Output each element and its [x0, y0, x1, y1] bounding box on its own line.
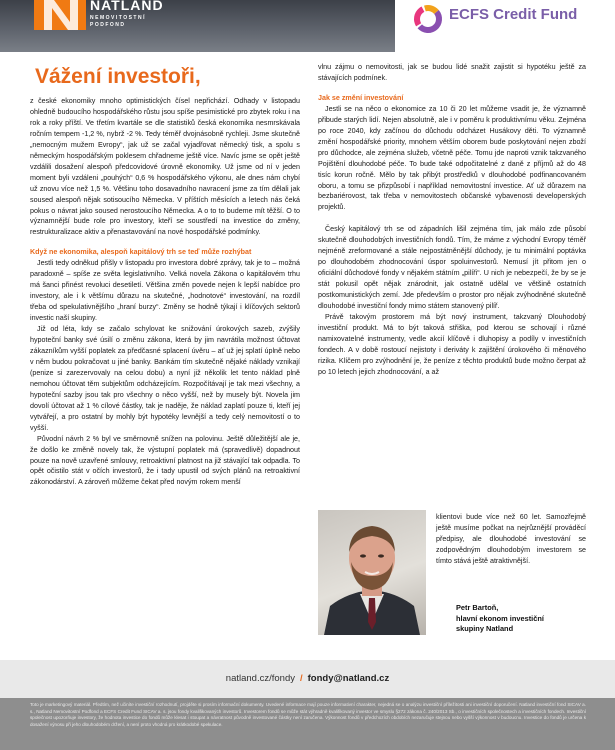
footer-links [0, 673, 615, 684]
ecfs-ring-logo-icon [413, 4, 443, 34]
author-caption [456, 603, 544, 635]
author-photo [318, 510, 426, 635]
natland-brand-name: NATLAND [90, 0, 164, 13]
paragraph-aging: Jestli se na něco o ekonomice za 10 či 20 let můžeme vsadit je, že významně přibude starých lidí. Nejen absolutně, ale i v poměru k produktivnímu věku. Zejména po roce 2040, kdy začínou do důchodu odcházet Husákovy děti. To významně změní hospodářské priority, mnohem větším oborem bude poskytování nejen zboží pro důchodce, ale zejména služeb, včetně péče. Tomu jde naproti vznik takzvaného Pojištění dlouhodobé péče. To bude také odpočitatelné z daně z příjmů až do 48 tisíc korun ročně. Mělo by tak přibýt prostředků v dlouhodobé podfinancovaném oboru, a tomu se přizpůsobí i například nemovitostní investice. Ať už důrazem na bezbariérovost, tak třeba v nemovitostech občanské vybavenosti developerských projektů. [318, 104, 586, 212]
article-right-column [318, 62, 586, 378]
disclaimer-text: Toto je marketingový materiál. Předtím, než učiníte investiční rozhodnutí, projděte si prosím informační dokumenty. Uvedené informace mají pouze informativní charakter, nejedná se o analýzu investiční příležitosti ani investiční doporučení. Natland investiční fond SICAV a. s., Natland Nemovitostní Podfond a ECFS Credit Fund SICAV a. s. jsou fondy kvalifikovaných investorů. Investorem fondů se může stát výhradně kvalifikovaný investor ve smyslu §272 zákona č. 240/2013 Sb., o investičních společnostech a investičních fondech. Investiční společnost upozorňuje investory, že hodnota investice do fondů může klesat i stoupat a návratnost původně investované částky není zaručena. Výkonnost fondů v předchozích obdobích nezaručuje stejnou nebo vyšší výkonnost v budoucnu. Investice do fondů je určena k dosažení výnosu při jeho dlouhodobém držení, a není proto vhodná pro krátkodobé spekulace. [30, 702, 586, 727]
article-headline: Vážení investoři, [35, 65, 201, 88]
author-title-line-1: hlavní ekonom investiční [456, 613, 544, 623]
subhead-investing-change: Jak se změní investování [318, 93, 404, 102]
article-left-column [30, 62, 300, 488]
author-title-line-2: skupiny Natland [456, 624, 514, 633]
footer-email-link[interactable]: fondy@natland.cz [307, 673, 390, 684]
footer-web-link[interactable]: natland.cz/fondy [225, 673, 295, 684]
footer-separator: / [299, 673, 303, 684]
ecfs-brand-name: ECFS Credit Fund [449, 6, 578, 23]
paragraph-ending: klientovi bude více než 60 let. Samozřejmě ještě musíme počkat na nejrůznější prováděcí předpisy, ale dlouhodobé investování se zodpovědným dlouhodobým investorem se tímto stává ještě atraktivnější. [436, 513, 586, 565]
intro-paragraph: z české ekonomiky mnoho optimistických čísel nepřichází. Odhady v listopadu ohledně budoucího hospodářského růstu jsou spíše pesimistické pro zbytek roku i na rok a roky příští. Ve třetím kvartále se dle statistiků česká ekonomika nesmrskávala ročním tempem -1,2 %, nybrž -2 %. Tedy téměř dvojnásobně rychleji. Jsme skutečně „nemocným mužem Evropy“, jak už se začal vyjadřovat německý tisk, a spolu s německým hospodářským poklesem chřadneme ještě více. Navíc jsme se opět ještě vzdálili dosažení alespoň předcovidové úrovně ekonomiky. Už jsme od ní v jeden moment byli vzdáleni „pouhých“ 0,6 % hospodářského výkonu, ale dnes nám chybí už znovu více než 1,5 %. Většinu toho dosavadního navracení jsme za tím dělali jak soused alespoň nějak sotisoucího Německa. V příštích měsících a letech nás čeká pokus o návrat jako soused nerostoucího Německa. A o to to budeme mít těžší. O to významnější bude role pro investory, kteří se soustředí na investice do změny, restrukturalizace aktiv a přenastavování na nové hospodářské podmínky. [30, 97, 300, 237]
author-name: Petr Bartoň, [456, 603, 499, 612]
header-banner [0, 0, 615, 52]
paragraph-mortgage-fees: Již od léta, kdy se začalo schylovat ke snižování úrokových sazeb, zvýšily hypoteční banky své úsilí o změnu zákona, která by jim navrátila možnost účtovat zákazníkům vyšší poplatek za předčasné splacení úvěru – ať už jej splatí úplně nebo v něm budou pokračovat u jiné banky. Bankám tím skutečně nějaké náklady vznikají (penize si zarezervovaly na celou dobu) a nyní již několik let tento náklad plně nemohou účtovat těm subjektům odcházejícím. Rozpočítávají je tak mezi všechny, a hypoteční sazby jsou tak pro všechny o něco vyšší, než by musely být. Novela jim dovolí účtovat až 1 % cílové částky, tak je naděje, že náklad zaplatí pouze ti, kteří jej vytvářejí, a pro ostatní by mohly být hypotéky levnější a tedy celý nemovitostí o to vyšší. [30, 325, 300, 432]
paragraph-legislation: Jestli tedy odněkud přišly v listopadu pro investora dobré zprávy, tak je to – možná paradoxně – spíše ze světa legislativního. Velká novela Zákona o kapitálovém trhu má šanci přinést revoluci desetiletí. Většina změn povede nejen k lepší nabídce pro investory, ale i k většímu důrazu na skutečné, „hodnotové“ investování, na rozdíl třeba od spekulativnějšího „hraní burzy“. Změny se hodně týkají i klíčových sektorů investic naší skupiny. [30, 259, 300, 323]
natland-brand-subtitle: NEMOVITOSTNÍ PODFOND [90, 15, 146, 28]
natland-n-logo-icon [34, 0, 86, 30]
paragraph-capital-market: Český kapitálový trh se od západních lišil zejména tím, jak málo zde působí skutečně dlouhodobých investičních fondů. Tím, že máme z východní Evropy téměř nejméně zreformované a stále nejpostátněnější důchody, je tu minimální poptávka po dlouhodobém zhodnocování úspor spoluinvestorů. Nemusí jít přitom jen o oficiální důchodové fondy v nějakém státním „pilíři“. U nich je nebezpečí, že by se je stát pokusil opět nějak znárodnit, jak ostatně udělal ve většině ostatních postkomunistických zemí. Jde především o prostor pro nějak zvýhodněné skutečně dlouhodobé investiční fondy mimo státem stanovený pilíř. [318, 225, 586, 311]
subhead-capital-market: Když ne ekonomika, alespoň kapitálový trh se teď může rozhýbat [30, 248, 252, 257]
paragraph-long-term-product: Právě takovým prostorem má být nový instrument, takzvaný Dlouhodobý investiční produkt. Má to být taková střiška, pod kterou se schovají i různé namixovatelné instrumenty, vedle akcií klíčově i dluhopisy a podíly v investičních fondech. A v době rostoucí nejistoty i deriváty k zajištění úrokového či měnového rizika. Klíčem pro zvýhodnění je, že peníze z těchto produktů bude možno čerpat až po 10 letech jejich zhodnocování, a až [318, 313, 586, 376]
paragraph-original-proposal: Původní návrh 2 % byl ve směrnovně snížen na polovinu. Ještě důležitější ale je, že došlo ke změně novely tak, že výstupní poplatek má (spravedlivě) dopadnout pouze na nově uzavřené smlouvy, retroaktivní platnost na již stávající tak odpadla. To opět očistilo stát v očích investorů, že i tady upustil od svých plánů na retroaktivní zákonodárství. A zároveň můžeme čekat před novým rokem menší [30, 434, 300, 487]
paragraph-continuation: vlnu zájmu o nemovitosti, jak se budou lidé snažit zajistit si hypotéku ještě za stávajících podmínek. [318, 63, 586, 82]
